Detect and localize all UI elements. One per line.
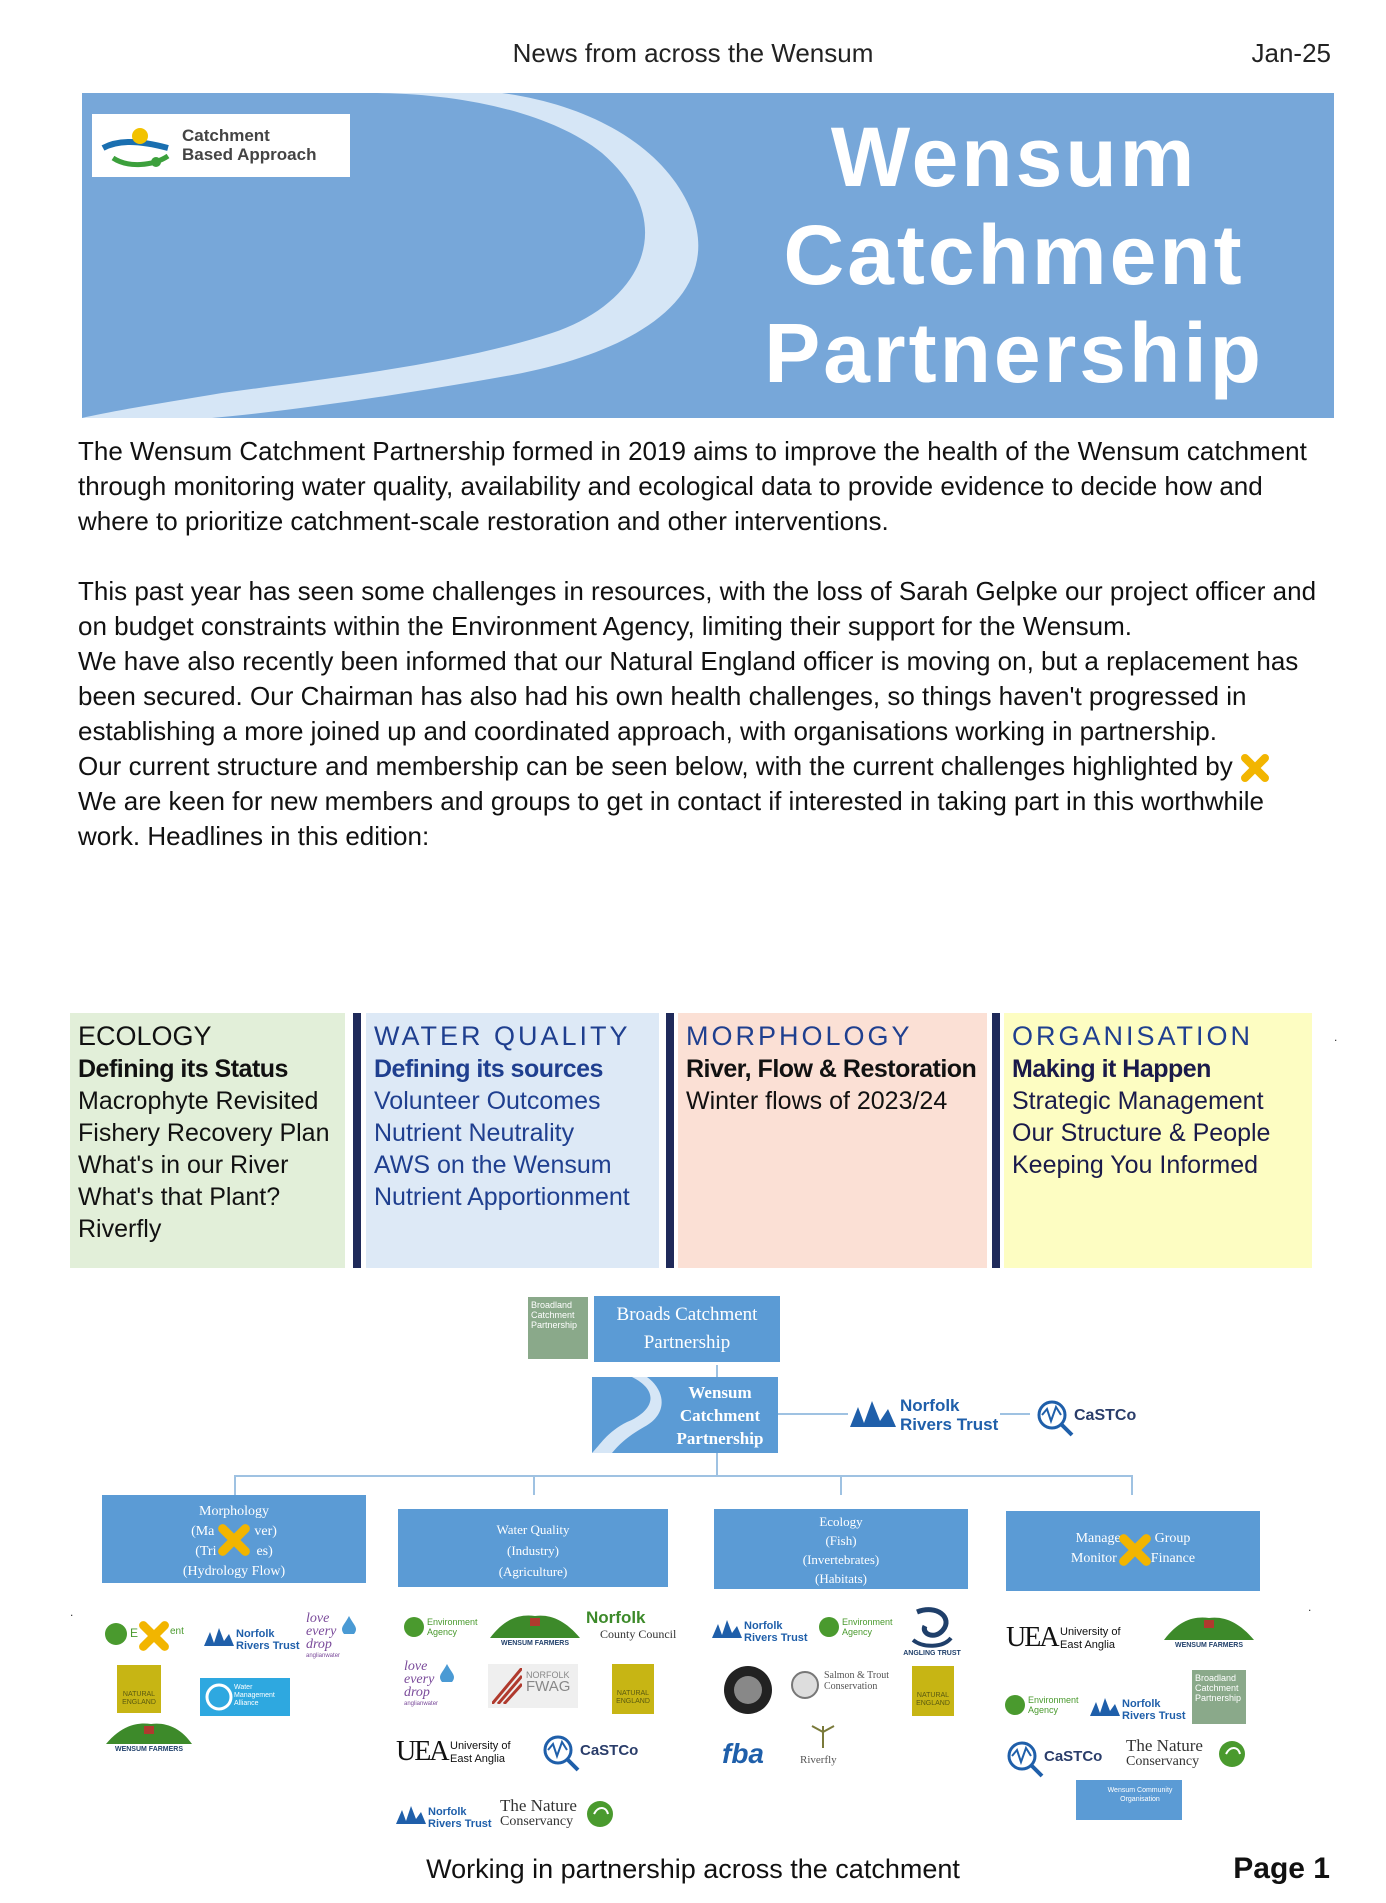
headline-item[interactable]: Riverfly [78, 1215, 162, 1243]
headline-heading: MORPHOLOGY [686, 1021, 913, 1051]
castco-logo: CaSTCo [1004, 1738, 1114, 1778]
headline-box-morphology [678, 1013, 987, 1268]
environment-agency-logo: E ent [104, 1618, 190, 1654]
norfolk-rivers-trust-logo: Norfolk Rivers Trust [396, 1800, 496, 1834]
group-box-organisation: Manage Group Monitor Finance [1006, 1511, 1260, 1591]
banner-title-line1: Wensum [830, 110, 1198, 204]
headline-item[interactable]: Strategic Management [1012, 1087, 1264, 1115]
headline-item[interactable]: Volunteer Outcomes [374, 1087, 601, 1115]
magnifier-icon [1034, 1397, 1074, 1437]
norfolk-rivers-trust-logo: Norfolk Rivers Trust [712, 1614, 812, 1648]
fwag-stripes-icon [492, 1668, 522, 1704]
update-p2b: We have also recently been informed that our Natural England officer is moving on, but a replacement has been secured. Our Chairman has also had his own health challenges, so things haven't progressed in establishing a more joined up and coordinated approach, with organisations working in partnership. [78, 646, 1299, 746]
wensum-farmers-logo: WENSUM FARMERS [490, 1612, 580, 1654]
group-box-morphology: Morphology (Ma ver) (Tri es) (Hydrology Flow) [102, 1495, 366, 1583]
challenge-cross-icon [217, 1523, 251, 1557]
headline-heading: ECOLOGY [78, 1021, 212, 1051]
nature-conservancy-logo: The Nature Conservancy [1126, 1736, 1250, 1776]
banner-title-line2: Catchment [783, 208, 1245, 302]
broads-catchment-box: Broads Catchment Partnership [594, 1296, 780, 1362]
update-p2c: Our current structure and membership can be seen below, with the current challenges highlighted by [78, 751, 1233, 781]
headline-heading: ORGANISATION [1012, 1021, 1254, 1051]
headline-subheading: Defining its sources [374, 1055, 603, 1083]
love-every-drop-logo: love every drop anglianwater [306, 1612, 360, 1660]
headline-box-ecology [70, 1013, 345, 1268]
norfolk-county-council-logo: Norfolk County Council [586, 1608, 677, 1641]
farm-landscape-icon [1164, 1614, 1254, 1642]
divider [992, 1013, 1000, 1268]
norfolk-rivers-trust-logo: Norfolk Rivers Trust [1090, 1692, 1190, 1726]
broadland-logo: Broadland Catchment Partnership [528, 1297, 588, 1359]
castco-logo: CaSTCo [1034, 1397, 1144, 1437]
challenge-cross-icon [1118, 1533, 1152, 1567]
headline-box-water-quality [366, 1013, 659, 1268]
broadland-logo: Broadland Catchment Partnership [1192, 1670, 1246, 1724]
castco-logo: CaSTCo [540, 1732, 650, 1772]
nrt-wave-icon [396, 1804, 426, 1828]
wensum-community-organisation-logo: Wensum Community Organisation [1076, 1780, 1182, 1820]
headline-heading: WATER QUALITY [374, 1021, 631, 1051]
footer-text: Working in partnership across the catchment [426, 1854, 960, 1884]
natural-england-logo: NATURAL ENGLAND [612, 1664, 654, 1714]
norfolk-rivers-trust-logo: Norfolk Rivers Trust [204, 1622, 304, 1656]
headline-item[interactable]: Macrophyte Revisited [78, 1087, 319, 1115]
wensum-farmers-logo: WENSUM FARMERS [106, 1720, 192, 1760]
mayfly-icon [808, 1722, 838, 1752]
nature-conservancy-logo: The Nature Conservancy [500, 1796, 620, 1836]
divider [353, 1013, 361, 1268]
farm-landscape-icon [106, 1720, 192, 1746]
angling-swirl-icon [907, 1604, 957, 1648]
headline-subheading: Making it Happen [1012, 1055, 1211, 1083]
group-box-water-quality: Water Quality (Industry) (Agriculture) [398, 1509, 668, 1587]
natural-england-logo: NATURAL ENGLAND [912, 1666, 954, 1716]
ea-leaf-icon [1004, 1694, 1026, 1716]
water-management-alliance-logo: Water Management Alliance [200, 1678, 290, 1716]
norfolk-fwag-logo: NORFOLK FWAG [488, 1664, 578, 1708]
riverfly-logo: Riverfly [800, 1722, 850, 1774]
nrt-wave-icon [1090, 1696, 1120, 1720]
page-number: Page 1 [1233, 1852, 1330, 1885]
globe-leaf-icon [1218, 1740, 1246, 1768]
nrt-wave-icon [850, 1397, 896, 1433]
fish-circle-icon [790, 1670, 820, 1700]
headline-item[interactable]: Fishery Recovery Plan [78, 1119, 330, 1147]
fish-club-logo [722, 1664, 774, 1716]
headline-item[interactable]: Our Structure & People [1012, 1119, 1271, 1147]
environment-agency-logo: Environment Agency [1004, 1690, 1084, 1722]
headline-item[interactable]: AWS on the Wensum [374, 1151, 612, 1179]
update-p2a: This past year has seen some challenges in resources, with the loss of Sarah Gelpke our project officer and on budget constraints within the Environment Agency, limiting their support for the Wensum. [78, 576, 1317, 641]
wensum-farmers-logo: WENSUM FARMERS [1164, 1614, 1254, 1656]
ea-leaf-icon [104, 1622, 128, 1646]
farm-landscape-icon [490, 1612, 580, 1640]
magnifier-icon [540, 1732, 580, 1772]
uea-logo: UEA University of East Anglia [396, 1736, 511, 1767]
environment-agency-logo: Environment Agency [403, 1612, 483, 1644]
uea-logo: UEA University of East Anglia [1006, 1622, 1121, 1653]
headline-item[interactable]: Nutrient Apportionment [374, 1183, 630, 1211]
challenge-cross-icon [138, 1620, 170, 1652]
update-paragraph [78, 574, 1318, 854]
wma-swirl-icon [204, 1682, 234, 1712]
banner [82, 93, 1334, 418]
nrt-wave-icon [204, 1626, 234, 1650]
angling-trust-logo: ANGLING TRUST [902, 1604, 962, 1664]
nrt-wave-icon [712, 1618, 742, 1642]
ea-leaf-icon [403, 1616, 425, 1638]
catchment-based-approach-logo [92, 114, 350, 177]
love-every-drop-logo: love every drop anglianwater [404, 1660, 458, 1712]
natural-england-logo: NATURAL ENGLAND [117, 1665, 161, 1713]
norfolk-rivers-trust-logo: Norfolk Rivers Trust [850, 1395, 1000, 1435]
headline-item[interactable]: What's in our River [78, 1151, 289, 1179]
water-drop-icon [342, 1616, 356, 1634]
headline-item[interactable]: What's that Plant? [78, 1183, 281, 1211]
headline-item[interactable]: Keeping You Informed [1012, 1151, 1259, 1179]
intro-paragraph: The Wensum Catchment Partnership formed in 2019 aims to improve the health of the Wensum catchment through monitoring water quality, availability and ecological data to provide evidence to decide how and where to prioritize catchment-scale restoration and other interventions. [78, 436, 1307, 536]
globe-leaf-icon [586, 1800, 614, 1828]
banner-title-line3: Partnership [764, 306, 1264, 400]
group-box-ecology: Ecology (Fish) (Invertebrates) (Habitats) [714, 1509, 968, 1589]
magnifier-icon [1004, 1738, 1044, 1778]
cba-swirl-icon [98, 118, 178, 173]
headline-item[interactable]: Nutrient Neutrality [374, 1119, 575, 1147]
challenge-cross-icon [1240, 753, 1270, 783]
environment-agency-logo: Environment Agency [818, 1612, 898, 1644]
issue-date: Jan-25 [1251, 38, 1331, 68]
water-drop-icon [440, 1664, 454, 1682]
river-icon [592, 1377, 662, 1453]
salmon-trout-conservation-logo: Salmon & Trout Conservation [790, 1666, 900, 1706]
cba-line2: Based Approach [182, 145, 317, 164]
newsletter-title: News from across the Wensum [512, 38, 874, 68]
ea-leaf-icon [818, 1616, 840, 1638]
banner-title [764, 108, 1264, 402]
headline-subheading: River, Flow & Restoration [686, 1055, 977, 1083]
headline-item[interactable]: Winter flows of 2023/24 [686, 1087, 948, 1115]
update-p2d: We are keen for new members and groups to get in contact if interested in taking part in this worthwhile work. Headlines in this edition: [78, 786, 1265, 851]
fba-logo: fba [722, 1738, 764, 1769]
update-p2c-wrap [78, 749, 1318, 784]
cba-line1: Catchment [182, 126, 270, 145]
wensum-catchment-box: Wensum Catchment Partnership [592, 1377, 778, 1453]
fish-emblem-icon [722, 1664, 774, 1716]
headline-box-organisation [1004, 1013, 1312, 1268]
divider [666, 1013, 674, 1268]
headline-subheading: Defining its Status [78, 1055, 288, 1083]
